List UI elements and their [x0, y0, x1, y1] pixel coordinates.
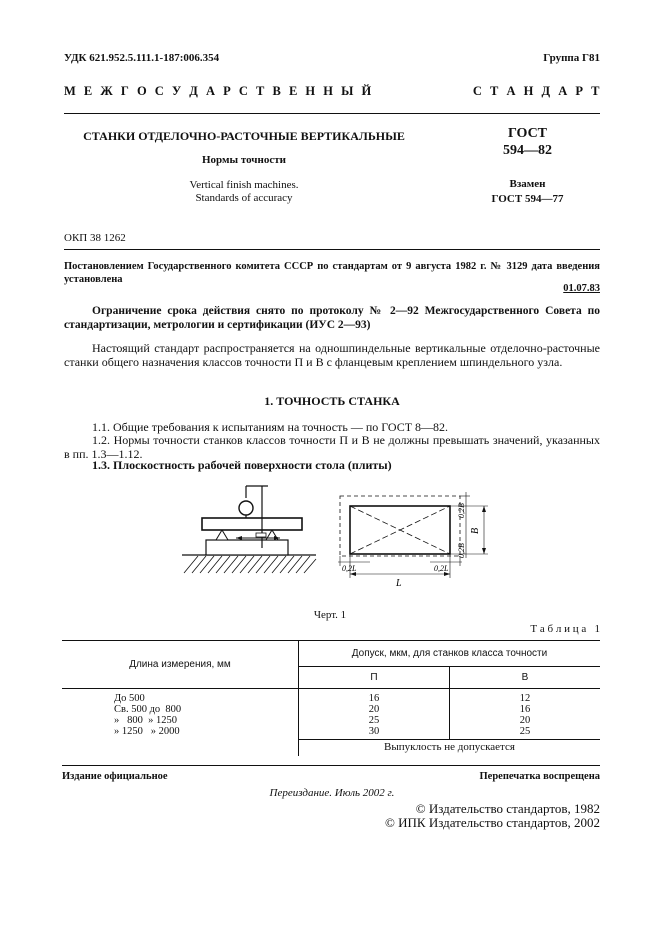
replaces-number: ГОСТ 594—77 [491, 193, 564, 205]
banner-standard: С Т А Н Д А Р Т [472, 84, 600, 98]
reprint-notice: Перепечатка воспрещена [479, 771, 600, 782]
table-row [62, 726, 600, 740]
header-rule [64, 113, 600, 114]
footer-rule [62, 765, 600, 766]
row-p: 16 [299, 689, 450, 705]
tol-right-label: 0,2L [434, 564, 449, 573]
header-class-p: П [299, 667, 450, 689]
title-sub: Нормы точности [202, 154, 286, 166]
row-v: 16 [519, 704, 531, 715]
gost-label: ГОСТ [507, 126, 548, 141]
row-length: » 800 » 1250 [62, 715, 299, 726]
copyright-2002: © ИПК Издательство стандартов, 2002 [385, 815, 600, 830]
tol-left-label: 0,2L [342, 564, 357, 573]
scope-text: Настоящий стандарт распространяется на одношпиндельные вертикальные отделочно-расточные станки общего назначения классов точности П и В с фланцевым креплением шпиндельного узла. [64, 341, 600, 369]
row-length: До 500 [62, 689, 299, 705]
table-plan-diagram [330, 478, 500, 588]
tolerance-table [62, 640, 600, 756]
title-en-2: Standards of accuracy [195, 192, 293, 204]
row-length: Св. 500 до 800 [62, 704, 299, 715]
row-p: 30 [299, 726, 450, 740]
section-heading: 1. ТОЧНОСТЬ СТАНКА [264, 394, 400, 408]
figure-caption: Черт. 1 [313, 609, 347, 621]
copyright-1982: © Издательство стандартов, 1982 [415, 801, 600, 816]
official-edition: Издание официальное [62, 771, 168, 782]
limitation-text: Ограничение срока действия снято по протоколу № 2—92 Межгосударственного Совета по стандартизации, метрологии и сертификации (ИУС 2—93) [64, 305, 600, 331]
group-code: Группа Г81 [543, 52, 600, 64]
okp-code: ОКП 38 1262 [64, 232, 126, 244]
table-row [62, 715, 600, 726]
row-v: 12 [519, 693, 531, 704]
reissue-note: Переиздание. Июль 2002 г. [269, 787, 395, 799]
decree-text: Постановлением Государственного комитета СССР по стандартам от 9 августа 1982 г. № 3129 дата введения установлена [64, 261, 600, 285]
row-v: 25 [450, 726, 601, 740]
row-length: » 1250 » 2000 [62, 726, 299, 740]
replaces-label: Взамен [509, 178, 546, 190]
intro-date: 01.07.83 [563, 283, 600, 294]
row-v: 20 [519, 715, 531, 726]
table-note: Выпуклость не допускается [384, 741, 515, 754]
dim-l-label: L [396, 578, 402, 588]
clause-1-1: 1.1. Общие требования к испытаниям на точность — по ГОСТ 8—82. [92, 420, 449, 434]
tol-bottom-label: 0,2В [457, 543, 466, 558]
table-row [62, 704, 600, 715]
okp-rule [64, 249, 600, 250]
row-p: 25 [299, 715, 450, 726]
title-en-1: Vertical finish machines. [189, 179, 299, 191]
tol-top-label: 0,2В [457, 503, 466, 518]
standard-banner [64, 84, 600, 99]
table-label: Т а б л и ц а 1 [530, 623, 600, 635]
udk-code: УДК 621.952.5.111.1-187:006.354 [64, 52, 220, 64]
banner-interstate: М Е Ж Г О С У Д А Р С Т В Е Н Н Ы Й [64, 84, 372, 98]
header-tolerance: Допуск, мкм, для станков класса точности [299, 641, 601, 667]
table-row [62, 689, 600, 705]
clause-1-3: 1.3. Плоскостность рабочей поверхности стола (плиты) [92, 458, 392, 472]
row-p: 20 [299, 704, 450, 715]
note-spacer [62, 740, 299, 756]
header-length: Длина измерения, мм [62, 641, 299, 689]
title-ru: СТАНКИ ОТДЕЛОЧНО-РАСТОЧНЫЕ ВЕРТИКАЛЬНЫЕ [83, 129, 405, 143]
clause-1-2: 1.2. Нормы точности станков классов точности П и В не должны превышать значений, указанных в пп. 1.3—1.12. [64, 433, 600, 461]
gost-number: 594—82 [503, 143, 552, 158]
measurement-setup-sketch [180, 478, 320, 576]
header-class-v: В [450, 667, 601, 689]
dim-b-label: В [470, 527, 481, 534]
